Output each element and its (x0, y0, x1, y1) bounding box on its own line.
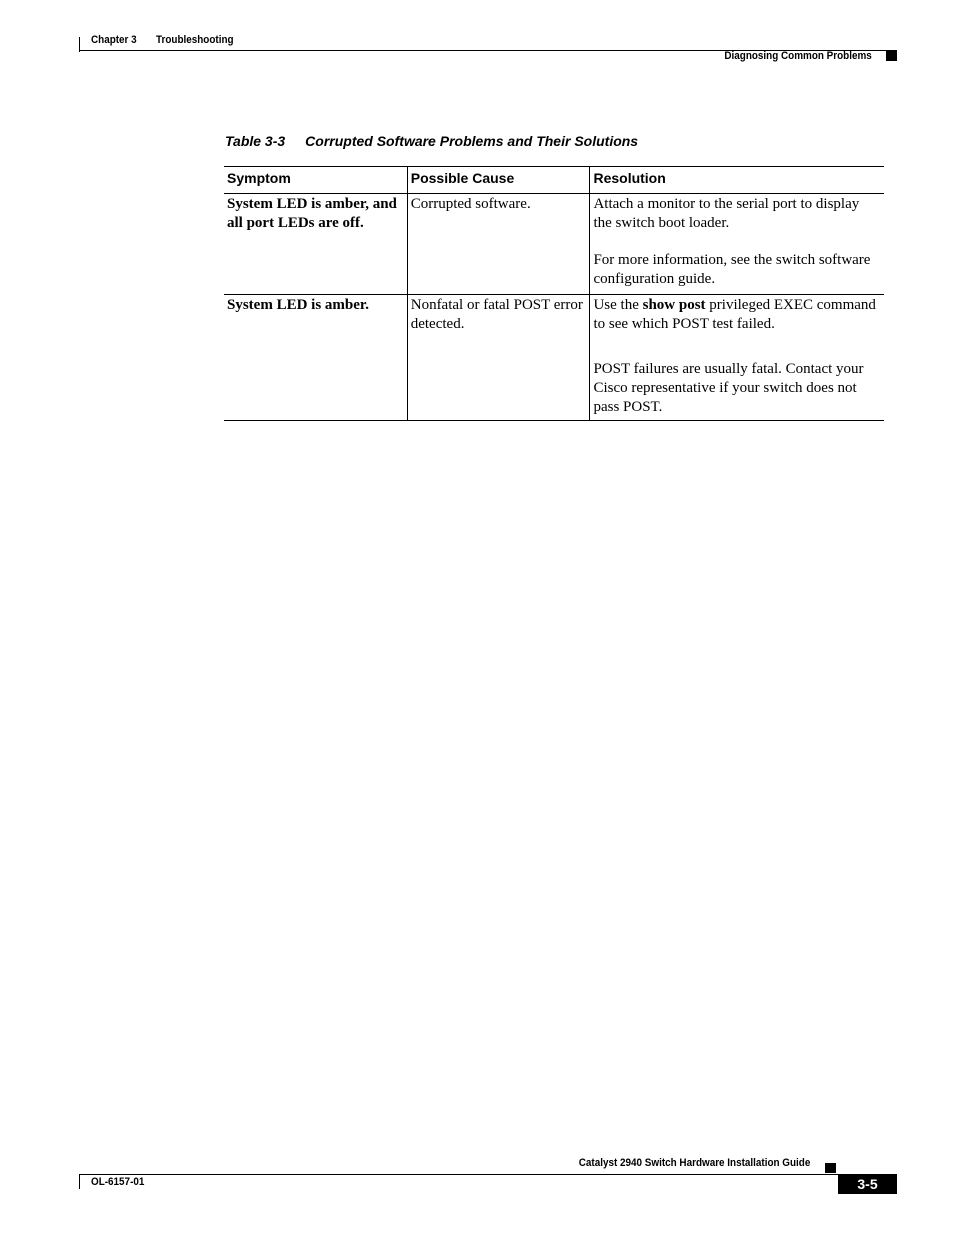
resolution-text: privileged EXEC command to see which POST test failed. (593, 297, 876, 332)
resolution-paragraph (593, 296, 881, 334)
resolution-paragraph: For more information, see the switch software configuration guide. (593, 252, 871, 287)
cause-cell: Corrupted software. (407, 194, 590, 295)
symptom-cell: System LED is amber. (224, 295, 407, 421)
cause-cell: Nonfatal or fatal POST error detected. (407, 295, 590, 421)
footer-vertical-bar (79, 1174, 80, 1189)
header-chapter: Chapter 3 (91, 34, 137, 46)
resolution-cell (590, 295, 884, 421)
footer-block-marker (825, 1163, 836, 1173)
table-header-row (224, 167, 884, 194)
column-header-possible-cause: Possible Cause (407, 167, 590, 194)
table-row (224, 295, 884, 421)
footer-guide-title: Catalyst 2940 Switch Hardware Installation Guide (578, 1157, 810, 1169)
footer-doc-number: OL-6157-01 (91, 1176, 145, 1188)
footer-rule (79, 1174, 838, 1175)
command-show-post: show post (642, 297, 706, 313)
table-caption (225, 133, 638, 149)
table-row (224, 194, 884, 295)
table-caption-title: Corrupted Software Problems and Their Solutions (305, 133, 639, 149)
table-caption-number: Table 3-3 (225, 133, 286, 149)
header-chapter-title: Troubleshooting (156, 34, 234, 46)
header-section-title: Diagnosing Common Problems (724, 50, 872, 62)
footer-page-number: 3-5 (838, 1174, 897, 1194)
column-header-resolution: Resolution (590, 167, 884, 194)
symptom-cell: System LED is amber, and all port LEDs are off. (224, 194, 407, 295)
resolution-cell (590, 194, 884, 295)
resolution-paragraph: POST failures are usually fatal. Contact your Cisco representative if your switch does not pass POST. (593, 361, 864, 415)
column-header-symptom: Symptom (224, 167, 407, 194)
resolution-text: Use the (593, 297, 643, 313)
header-block-marker (886, 51, 897, 61)
resolution-paragraph: Attach a monitor to the serial port to display the switch boot loader. (593, 196, 860, 231)
problems-table (224, 166, 884, 421)
